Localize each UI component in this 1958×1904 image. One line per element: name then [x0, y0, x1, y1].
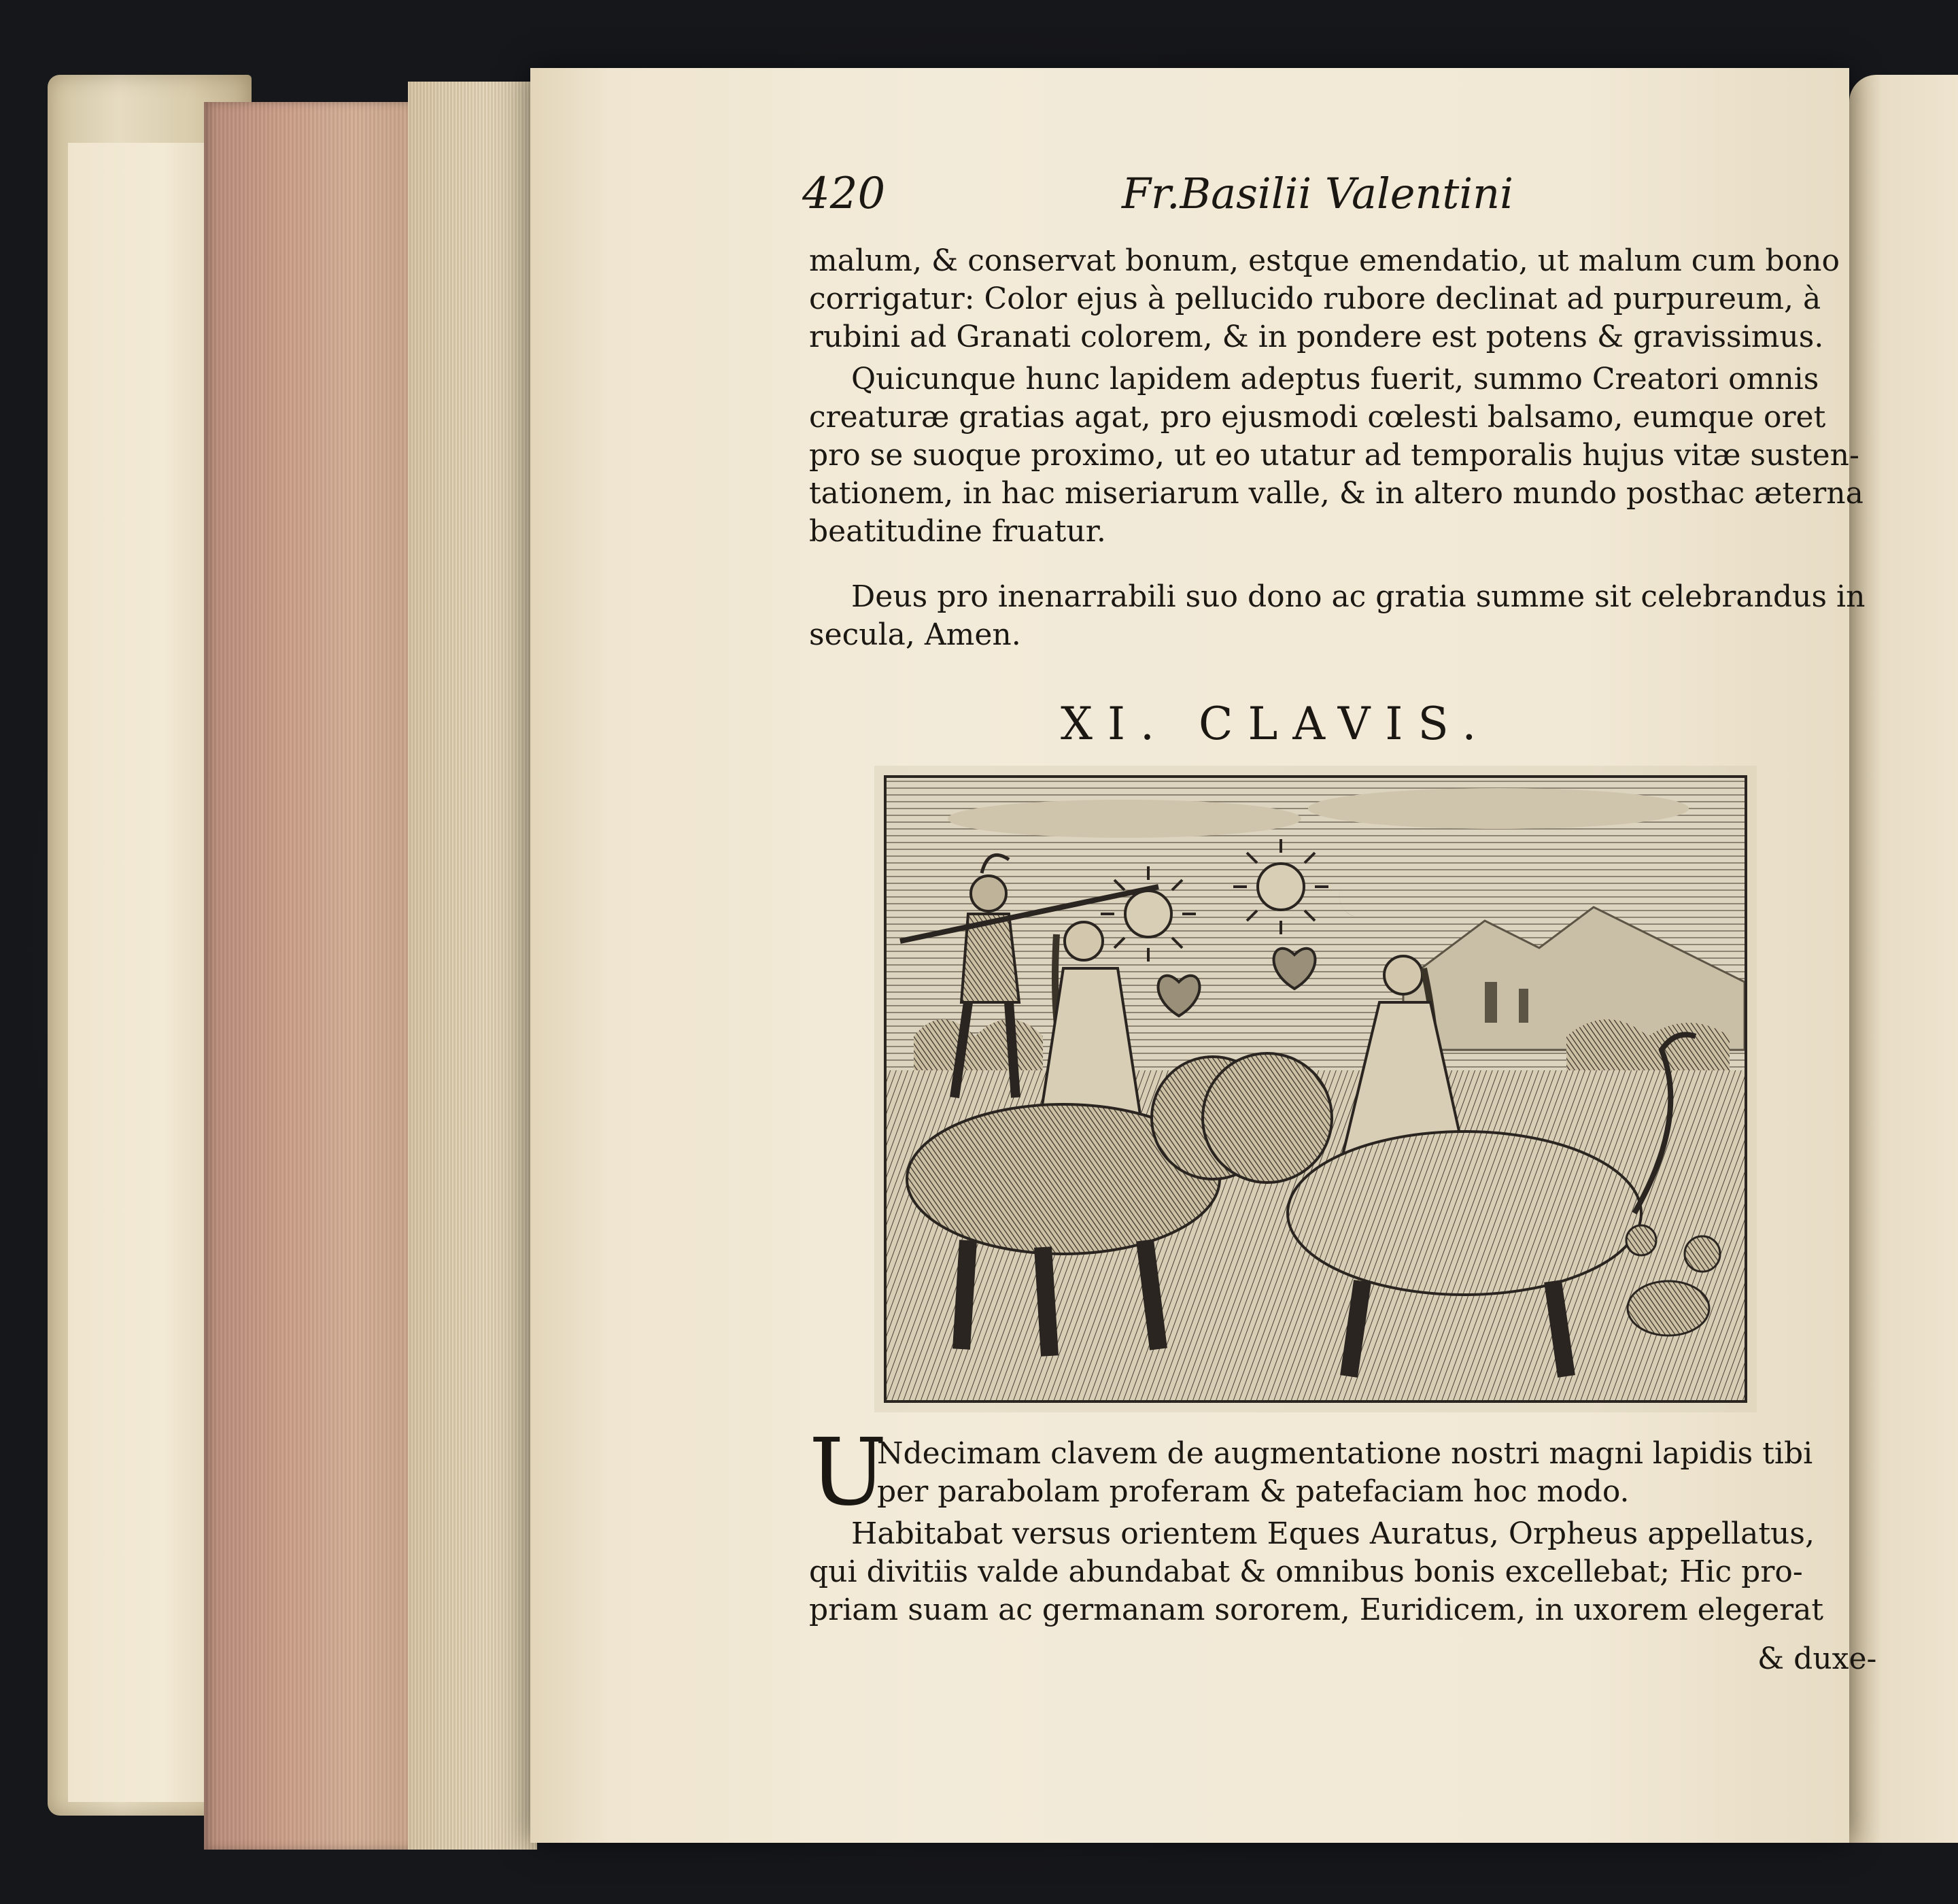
text-line: Deus pro inenarrabili suo dono ac gratia summe sit celebrandus in [851, 579, 1866, 614]
text-line: corrigatur: Color ejus à pellucido rubore declinat ad purpureum, à [809, 282, 1821, 316]
text-line: rubini ad Granati colorem, & in pondere est potens & gravissimus. [809, 320, 1824, 354]
cloud [948, 800, 1301, 838]
engraving-illustration [887, 778, 1745, 1400]
text-line: Habitabat versus orientem Eques Auratus, Orpheus appellatus, [851, 1516, 1815, 1551]
text-line: Ndecimam clavem de augmentatione nostri magni lapidis tibi [877, 1436, 1813, 1471]
opening-lines [877, 1435, 1863, 1511]
catchword: & duxe- [1757, 1642, 1877, 1676]
page-stack [408, 82, 537, 1850]
text-line: Quicunque hunc lapidem adeptus fuerit, summo Creatori omnis [851, 362, 1819, 396]
text-line: pro se suoque proximo, ut eo utatur ad temporalis hujus vitæ susten- [809, 438, 1859, 473]
page-number: 420 [802, 169, 886, 219]
running-head [802, 169, 1863, 223]
cloud [1308, 788, 1689, 829]
paragraph-4 [809, 1515, 1863, 1629]
text-line: tationem, in hac miseriarum valle, & in altero mundo posthac æterna [809, 476, 1863, 511]
drop-cap: U [809, 1419, 887, 1527]
text-line: qui divitiis valde abundabat & omnibus bonis excellebat; Hic pro- [809, 1554, 1803, 1589]
section-heading: XI. CLAVIS. [1061, 698, 1492, 750]
cover-pastedown [68, 143, 224, 1802]
paragraph-1 [809, 242, 1863, 356]
text-line: malum, & conservat bonum, estque emendatio, ut malum cum bono [809, 243, 1840, 278]
paragraph-3 [809, 578, 1866, 654]
paragraph-2 [809, 360, 1863, 551]
fore-edge-red [204, 102, 435, 1850]
town-tower [1485, 982, 1497, 1023]
text-line: beatitudine fruatur. [809, 514, 1106, 549]
town-tower [1519, 989, 1528, 1023]
facing-page-edge [1849, 75, 1958, 1843]
text-line: secula, Amen. [809, 617, 1021, 652]
running-title: Fr.Basilii Valentini [1122, 169, 1513, 218]
text-line: creaturæ gratias agat, pro ejusmodi cœlesti balsamo, eumque oret [809, 400, 1826, 435]
text-line: per parabolam proferam & patefaciam hoc modo. [877, 1474, 1630, 1509]
engraving-plate [884, 775, 1747, 1403]
text-line: priam suam ac germanam sororem, Euridicem, in uxorem elegerat [809, 1593, 1824, 1627]
